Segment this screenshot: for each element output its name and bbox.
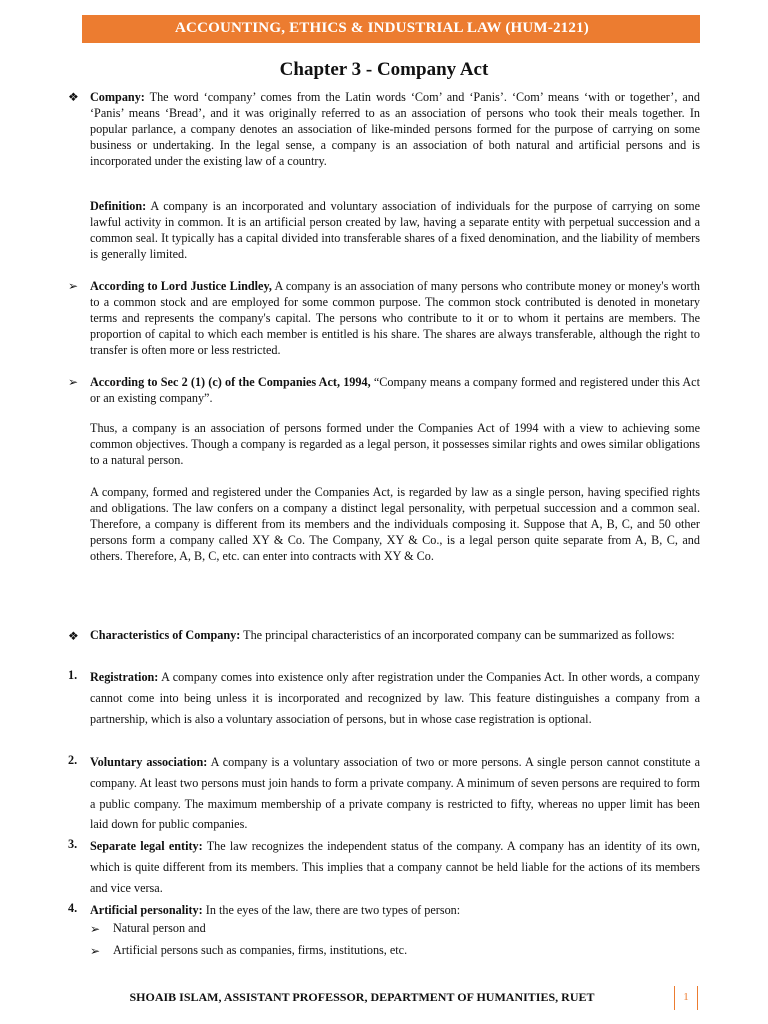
course-title: ACCOUNTING, ETHICS & INDUSTRIAL LAW (HUM-2121) [175,20,589,36]
characteristics-intro: Characteristics of Company: The principal characteristics of an incorporated company can be summarized as follows: [90,628,675,642]
header-band [82,15,700,43]
separate-legal-entity-item: Separate legal entity: The law recognizes the independent status of the company. A company has an identity of its own, which is quite different from its members. This implies that a company cannot be held liable for the actions of its members and vice versa. [90,839,700,895]
item-number: 1. [68,668,78,682]
page-number: 1 [683,991,689,1003]
footer-author: SHOAIB ISLAM, ASSISTANT PROFESSOR, DEPARTMENT OF HUMANITIES, RUET [129,990,595,1004]
example-paragraph: A company, formed and registered under the Companies Act, is regarded by law as a single person, having specified rights and obligations. The law confers on a company a distinct legal personality, with perpetual succession and a common seal. Therefore, a company is different from its members and the individuals composing it. Suppose that A, B, C, and 50 other persons form a company called XY & Co. The Company, XY & Co., is a legal person quite separate from A, B, C, and others. Therefore, A, B, C, etc. can enter into contracts with XY & Co. [90,485,700,564]
diamond-bullet-icon: ❖ [68,90,79,104]
sec2-paragraph: According to Sec 2 (1) (c) of the Companies Act, 1994, “Company means a company formed and registered under this Act or an existing company”. [90,375,700,406]
registration-item: Registration: A company comes into existence only after registration under the Companies Act. In other words, a company cannot come into being unless it is incorporated and recognized by law. This feature distinguishes a company from a partnership, which is also a voluntary association of persons, but in whose case registration is optional. [90,670,700,726]
item-number: 3. [68,837,78,851]
arrow-bullet-icon: ➢ [68,375,79,389]
lindley-paragraph: According to Lord Justice Lindley, A company is an association of many persons who contribute money or money's worth to a common stock and are employed for some common purpose. The common stock contributed is denoted in monetary terms and represents the company's capital. The persons who contribute to it or to whom it pertains are members. The proportion of capital to which each member is entitled is his share. The shares are always transferable, although the right to transfer is often more or less restricted. [90,279,700,358]
voluntary-association-item: Voluntary association: A company is a voluntary association of two or more persons. A single person cannot constitute a company. At least two persons must join hands to form a private company. A minimum of seven persons are required to form a public company. The maximum membership of a private company is restricted to fifty, whereas no upper limit has been laid down for public companies. [90,755,701,832]
arrow-bullet-icon: ➢ [68,279,79,293]
thus-paragraph: Thus, a company is an association of persons formed under the Companies Act of 1994 with a view to achieving some common objectives. Though a company is regarded as a legal person, it possesses similar rights and owes similar obligations to a natural person. [90,421,700,468]
chapter-title: Chapter 3 - Company Act [279,59,489,80]
item-number: 2. [68,753,78,767]
page-number-box [674,986,698,1010]
arrow-bullet-icon: ➢ [90,944,101,958]
header-divider [766,19,767,39]
sub-item: Natural person and [113,921,206,935]
diamond-bullet-icon: ❖ [68,629,79,643]
definition-paragraph: Definition: A company is an incorporated and voluntary association of individuals for the purpose of carrying on some lawful activity in common. It is an artificial person created by law, having a separate entity with perpetual succession and a common seal. It typically has a capital divided into transferable shares of a fixed denomination, and the liability of members is generally limited. [90,199,700,262]
artificial-personality-item: Artificial personality: In the eyes of the law, there are two types of person: [90,903,461,917]
sub-item: Artificial persons such as companies, firms, institutions, etc. [113,943,408,957]
company-paragraph: Company: The word ‘company’ comes from the Latin words ‘Com’ and ‘Panis’. ‘Com’ means ‘with or together’, and ‘Panis’ means ‘Bread’, and it was originally referred to as an association of persons who took their meals together. In popular parlance, a company denotes an association of like-minded persons formed for the purpose of carrying on some business or undertaking. In the legal sense, a company is an association of both natural and artificial persons and is incorporated under the existing law of a country. [90,90,700,169]
arrow-bullet-icon: ➢ [90,922,101,936]
item-number: 4. [68,901,78,915]
